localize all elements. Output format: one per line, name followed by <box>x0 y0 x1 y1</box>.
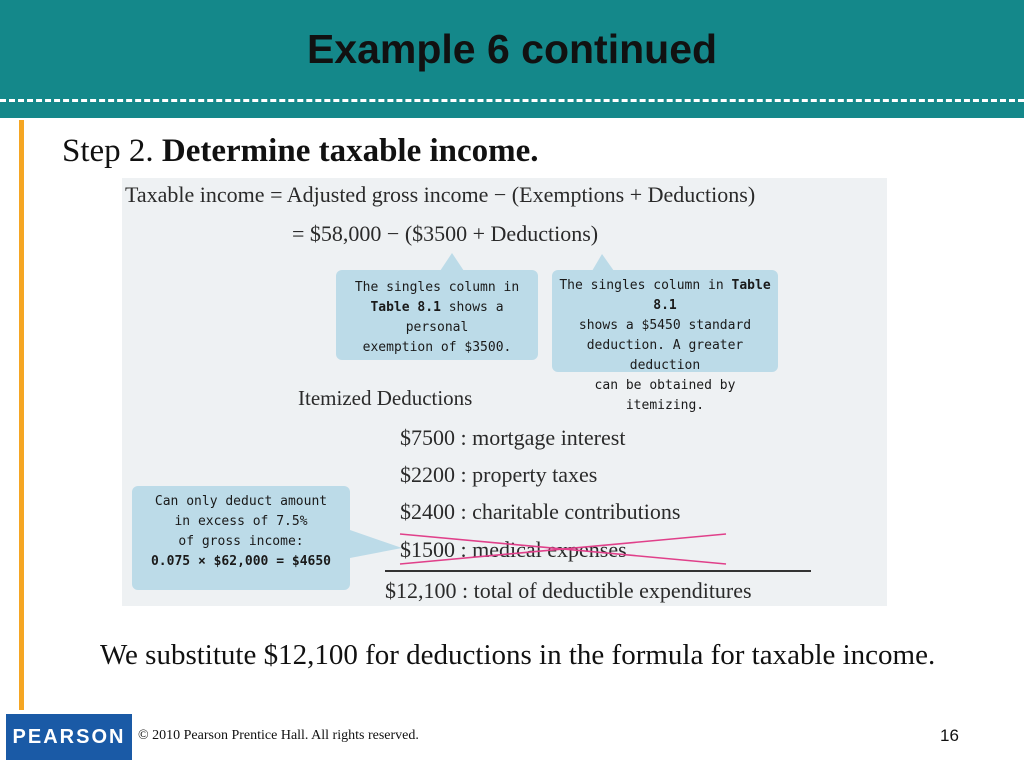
callout2-line1-text: The singles column in <box>559 278 732 293</box>
itemized-heading: Itemized Deductions <box>298 386 473 410</box>
page-number: 16 <box>940 726 959 745</box>
accent-vertical-line <box>19 120 24 710</box>
item-charitable: $2400 : charitable contributions <box>400 499 681 524</box>
callout-medical-limit <box>132 486 350 590</box>
callout1-table-ref: Table 8.1 <box>370 300 441 315</box>
step-prefix: Step 2. <box>62 133 154 169</box>
slide-title: Example 6 continued <box>306 26 718 72</box>
body-paragraph: We substitute $12,100 for deductions in the formula for taxable income. <box>100 639 936 671</box>
step-heading <box>62 133 539 170</box>
dashed-divider <box>0 99 1024 102</box>
callout3-line2: in excess of 7.5% <box>174 514 308 529</box>
callout3-line1: Can only deduct amount <box>154 494 328 509</box>
item-property-taxes: $2200 : property taxes <box>400 462 598 487</box>
sum-rule <box>385 570 811 572</box>
callout2-line2: shows a $5450 standard <box>578 318 752 333</box>
item-medical: $1500 : medical expenses <box>400 537 627 562</box>
callout1-line3: exemption of $3500. <box>362 340 512 355</box>
formula-line-2: = $58,000 − ($3500 + Deductions) <box>292 221 599 246</box>
callout2-table-ref: Table 8.1 <box>653 278 771 313</box>
callout1-line2-rest: shows a personal <box>405 300 504 335</box>
callout1-line1: The singles column in <box>354 280 520 295</box>
copyright-text: © 2010 Pearson Prentice Hall. All rights reserved. <box>138 728 419 743</box>
total-deductions: $12,100 : total of deductible expenditures <box>385 578 752 603</box>
callout2-line3: deduction. A greater deduction <box>586 338 744 373</box>
tax-figure <box>122 178 887 606</box>
step-bold-text: Determine taxable income. <box>161 133 539 169</box>
pearson-logo: PEARSON <box>6 714 132 760</box>
title-bar <box>0 0 1024 118</box>
callout3-line4: 0.075 × $62,000 = $4650 <box>150 554 331 569</box>
callout2-line4: can be obtained by itemizing. <box>594 378 736 413</box>
item-mortgage: $7500 : mortgage interest <box>400 425 626 450</box>
callout3-line3: of gross income: <box>178 534 304 549</box>
formula-line-1: Taxable income = Adjusted gross income − (Exemptions + Deductions) <box>125 182 756 207</box>
